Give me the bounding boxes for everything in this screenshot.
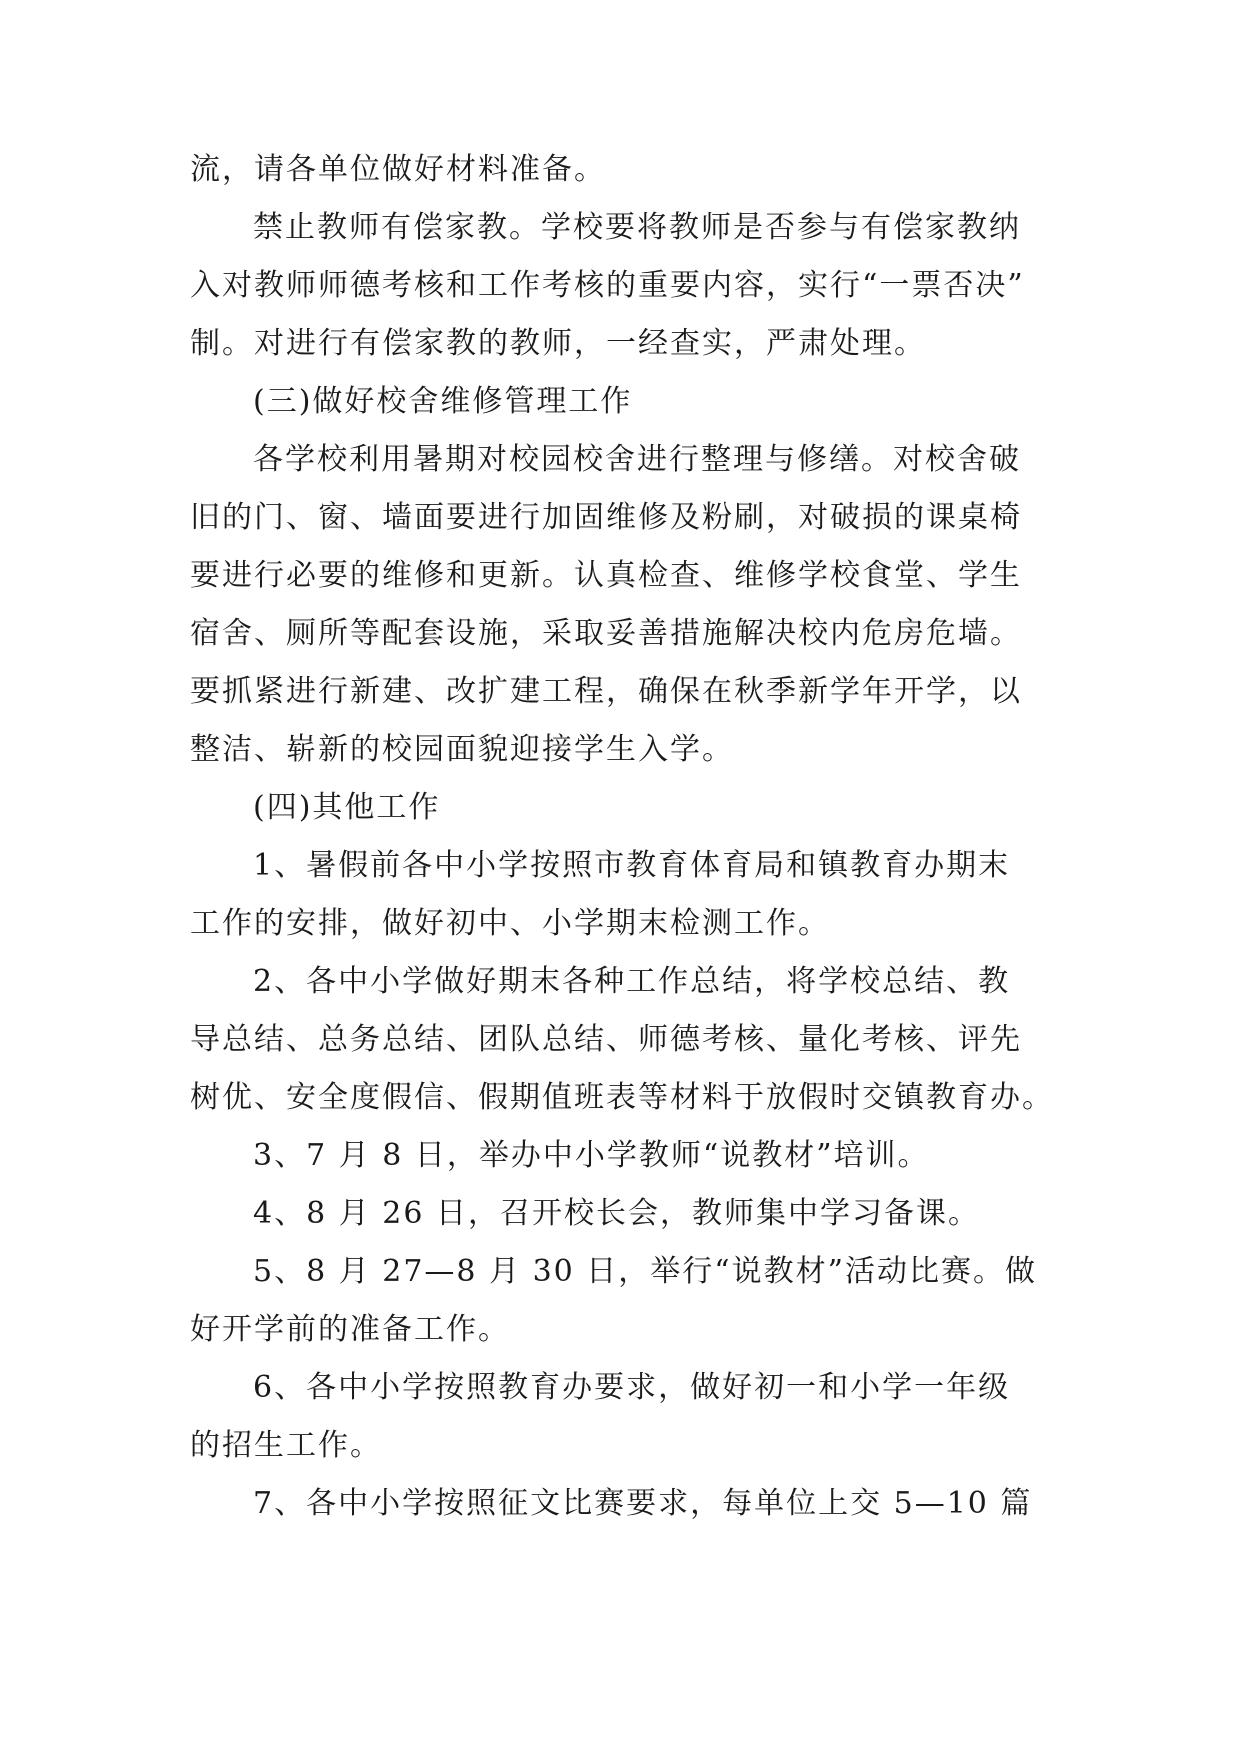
text-line-7: 旧的门、窗、墙面要进行加固维修及粉刷，对破损的课桌椅 — [190, 500, 1022, 535]
section-heading-3: (三)做好校舍维修管理工作 — [253, 384, 633, 419]
text-line-8: 要进行必要的维修和更新。认真检查、维修学校食堂、学生 — [190, 558, 1022, 593]
text-line-23: 的招生工作。 — [190, 1428, 382, 1463]
text-line-16: 导总结、总务总结、团队总结、师德考核、量化考核、评先 — [190, 1022, 1022, 1057]
text-line-14: 工作的安排，做好初中、小学期末检测工作。 — [190, 906, 830, 941]
paragraph-paid-tutoring-ban: 禁止教师有偿家教。学校要将教师是否参与有偿家教纳 — [253, 210, 1021, 245]
list-item-2: 2、各中小学做好期末各种工作总结，将学校总结、教 — [253, 964, 1011, 999]
text-line-17: 树优、安全度假信、假期值班表等材料于放假时交镇教育办。 — [190, 1080, 1054, 1115]
text-line-1: 流，请各单位做好材料准备。 — [190, 152, 606, 187]
text-line-21: 好开学前的准备工作。 — [190, 1312, 510, 1347]
list-item-4: 4、8 月 26 日，召开校长会，教师集中学习备课。 — [253, 1196, 980, 1231]
text-line-4: 制。对进行有偿家教的教师，一经查实，严肃处理。 — [190, 326, 926, 361]
list-item-6: 6、各中小学按照教育办要求，做好初一和小学一年级 — [253, 1370, 1011, 1405]
list-item-1: 1、暑假前各中小学按照市教育体育局和镇教育办期末 — [253, 848, 1011, 883]
list-item-3: 3、7 月 8 日，举办中小学教师“说教材”培训。 — [253, 1138, 930, 1173]
text-line-3: 入对教师师德考核和工作考核的重要内容，实行“一票否决” — [190, 268, 1025, 303]
paragraph-school-repairs: 各学校利用暑期对校园校舍进行整理与修缮。对校舍破 — [253, 442, 1021, 477]
text-line-9: 宿舍、厕所等配套设施，采取妥善措施解决校内危房危墙。 — [190, 616, 1022, 651]
list-item-7: 7、各中小学按照征文比赛要求，每单位上交 5—10 篇 — [253, 1486, 1033, 1521]
text-line-11: 整洁、崭新的校园面貌迎接学生入学。 — [190, 732, 734, 767]
section-heading-4: (四)其他工作 — [253, 790, 441, 825]
text-line-10: 要抓紧进行新建、改扩建工程，确保在秋季新学年开学，以 — [190, 674, 1022, 709]
list-item-5: 5、8 月 27—8 月 30 日，举行“说教材”活动比赛。做 — [253, 1254, 1037, 1289]
